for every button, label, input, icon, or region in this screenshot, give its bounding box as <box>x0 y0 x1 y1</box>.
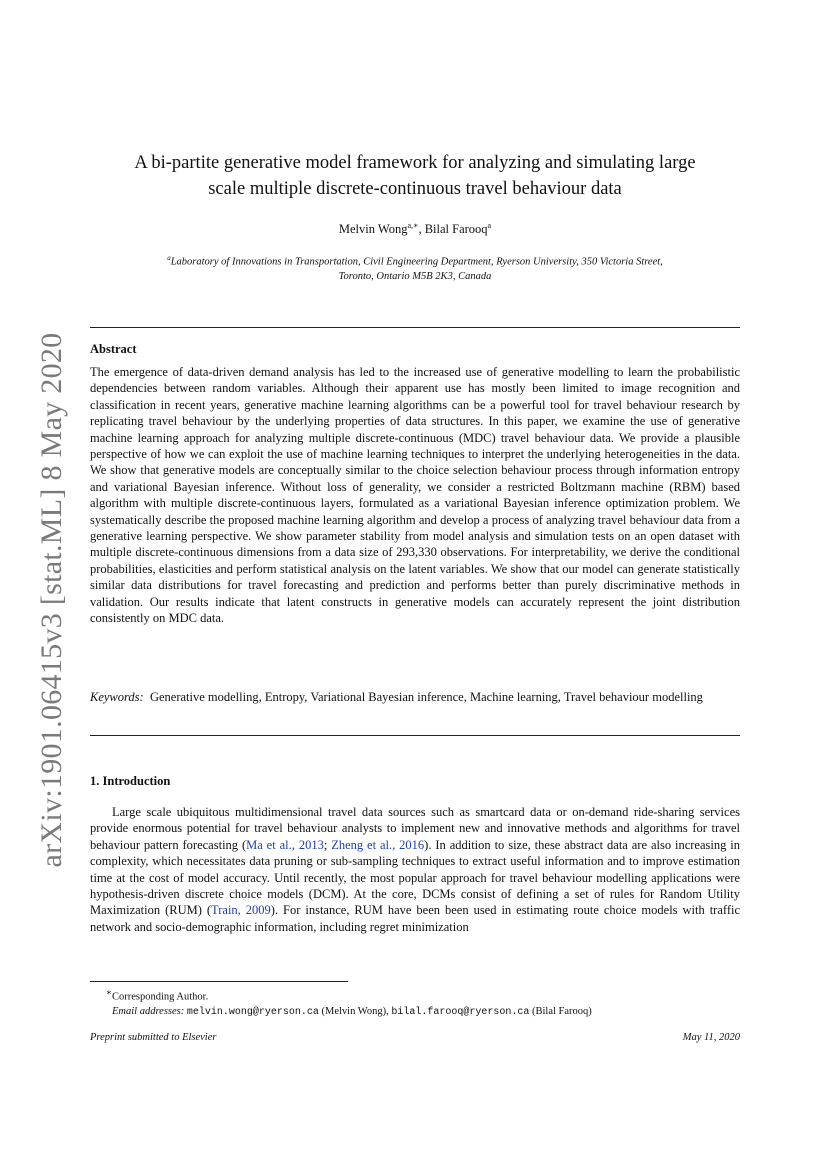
submission-date: May 11, 2020 <box>682 1032 740 1043</box>
affiliation-mark: a <box>167 254 171 262</box>
citation-separator: , <box>237 903 246 918</box>
paper-title <box>90 150 740 202</box>
section-heading-introduction: 1. Introduction <box>90 774 171 788</box>
author-list <box>90 221 740 237</box>
keywords-text: Generative modelling, Entropy, Variational Bayesian inference, Machine learning, Travel behaviour modelling <box>149 690 703 704</box>
intro-text: ). For instance, RUM have been been used in estimating route choice models with traffic network and socio-demographic information, including regret minimization <box>90 903 741 934</box>
email-owner: (Melvin Wong), <box>318 1005 392 1017</box>
corresponding-author: Corresponding Author. <box>111 991 209 1003</box>
citation-author[interactable]: Zheng et al. <box>331 837 393 852</box>
arxiv-identifier: arXiv:1901.06415v3 [stat.ML] 8 May 2020 <box>35 332 68 868</box>
citation-link[interactable] <box>246 838 324 852</box>
abstract-text: The emergence of data-driven demand analysis has led to the increased use of generative modelling to learn the probabilistic dependencies between random variables. Although their apparent use has mostly been limited to image recognition and classification in recent years, generative machine learning algorithms can be a powerful tool for travel behaviour research by replicating travel behaviour by the underlying properties of data structures. In this paper, we examine the use of generative machine learning approach for analyzing multiple discrete-continuous (MDC) travel behaviour data. We provide a plausible perspective of how we can exploit the use of machine learning techniques to interpret the underlying heterogeneities in the data. We show that generative models are conceptually similar to the choice selection behaviour process through information entropy and variational Bayesian inference. Without loss of generality, we consider a restricted Boltzmann machine (RBM) based algorithm with multiple discrete-continuous layers, formulated as a variational Bayesian inference optimization problem. We systematically describe the proposed machine learning algorithm and develop a process of analyzing travel behaviour data from a generative learning perspective. We show parameter stability from model analysis and simulation tests on an open dataset with multiple discrete-continuous dimensions from a data size of 293,330 observations. For interpretability, we derive the conditional probabilities, elasticities and perform statistical analysis on the latent variables. We show that our model can generate statistically similar data distributions for travel forecasting and prediction and performs better than purely discriminative methods in validation. Our results indicate that latent constructs in generative models can accurately represent the joint distribution consistently on MDC data. <box>90 365 740 626</box>
citation-separator: , <box>291 837 299 852</box>
affiliation-line-1: Laboratory of Innovations in Transportation, Civil Engineering Department, Ryerson University, 350 Victoria Street, <box>170 256 663 268</box>
keywords-label: Keywords: <box>90 690 144 704</box>
footnote <box>90 985 740 1020</box>
email-link[interactable]: melvin.wong@ryerson.ca <box>186 1006 319 1018</box>
citation-year[interactable]: 2009 <box>245 903 271 918</box>
author-affiliation-mark: a <box>487 221 492 230</box>
citation-year[interactable]: 2016 <box>399 837 425 852</box>
intro-text: ). In addition to size, these abstract data are also increasing in complexity, which necessitates data pruning or sub-sampling techniques to extract useful information and to improve estimation time at the cost of model accuracy. Until recently, the most popular approach for travel behaviour modelling applications were hypothesis-driven discrete choice models (DCM). At the core, DCMs consist of defining a set of rules for Random Utility Maximization (RUM) ( <box>90 837 740 918</box>
author-name: Bilal Farooq <box>424 222 488 237</box>
abstract-divider <box>90 735 740 736</box>
keywords <box>90 689 740 705</box>
intro-text: ; <box>323 837 332 852</box>
preprint-note: Preprint submitted to Elsevier <box>90 1032 217 1043</box>
author-affiliation-mark: a,∗ <box>407 221 419 230</box>
email-link[interactable]: bilal.farooq@ryerson.ca <box>391 1006 530 1018</box>
introduction-paragraph <box>90 804 740 935</box>
title-line-1: A bi-partite generative model framework for analyzing and simulating large <box>134 153 696 173</box>
author-separator: , <box>418 222 425 237</box>
title-line-2: scale multiple discrete-continuous travel behaviour data <box>208 179 622 199</box>
intro-text: Large scale ubiquitous multidimensional travel data sources such as smartcard data or on-demand ride-sharing services provide enormous potential for travel behaviour analysts to implement new and innovative methods and algorithms for travel behaviour pattern forecasting ( <box>90 805 740 852</box>
citation-author[interactable]: Train <box>211 903 238 918</box>
citation-year[interactable]: 2013 <box>298 837 324 852</box>
email-label: Email addresses: <box>112 1005 185 1017</box>
footnote-mark: ∗ <box>106 987 112 997</box>
abstract-heading: Abstract <box>90 342 137 356</box>
email-owner: (Bilal Farooq) <box>529 1005 592 1017</box>
citation-separator: , <box>392 837 400 852</box>
citation-link[interactable] <box>331 838 424 852</box>
author-name: Melvin Wong <box>338 222 408 237</box>
affiliation <box>90 251 740 284</box>
footnote-divider <box>90 981 348 982</box>
top-divider <box>90 327 740 328</box>
citation-link[interactable] <box>211 903 271 917</box>
affiliation-line-2: Toronto, Ontario M5B 2K3, Canada <box>338 270 492 282</box>
citation-author[interactable]: Ma et al. <box>246 837 292 852</box>
